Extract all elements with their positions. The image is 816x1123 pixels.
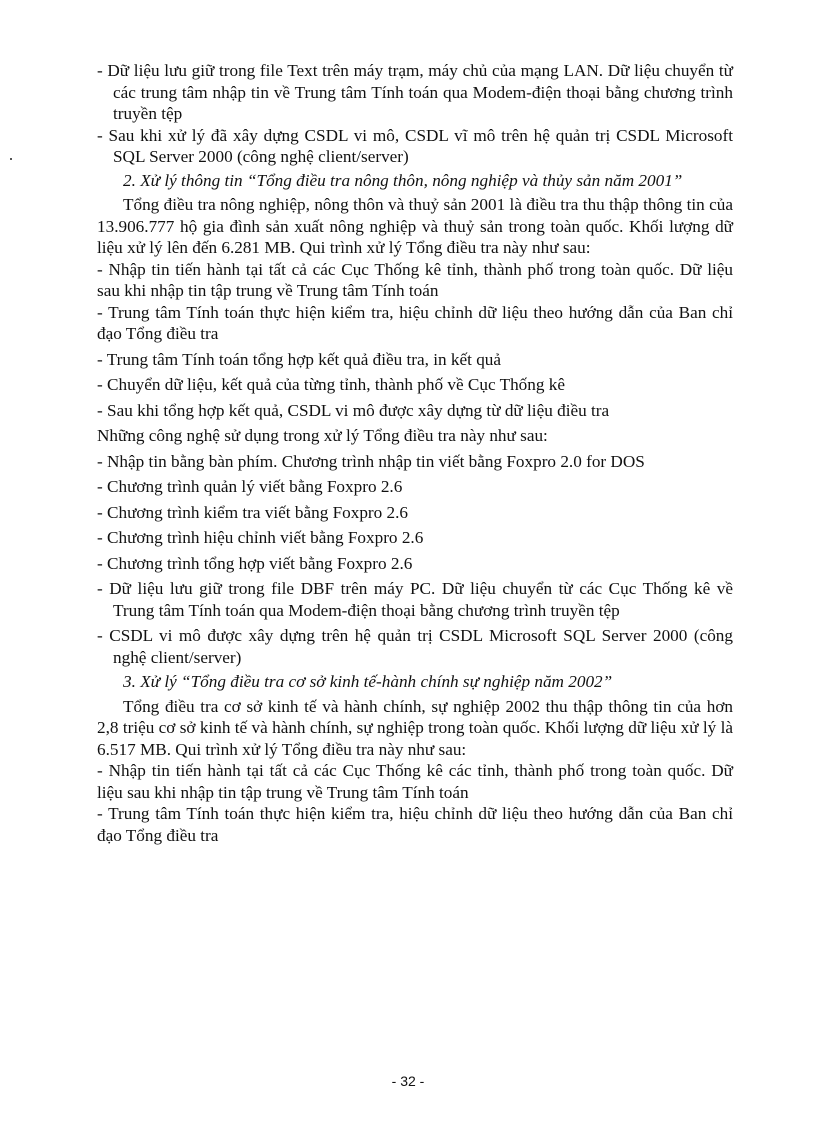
- list-item: - Chương trình hiệu chỉnh viết bằng Foxpro 2.6: [97, 528, 424, 547]
- list-item: - Nhập tin tiến hành tại tất cả các Cục Thống kê tỉnh, thành phố trong toàn quốc. Dữ liệu sau khi nhập tin tập trung về Trung tâm Tính toán: [97, 259, 733, 300]
- page-number: - 32 -: [391, 1073, 425, 1089]
- list-item: - Nhập tin bằng bàn phím. Chương trình nhập tin viết bằng Foxpro 2.0 for DOS: [97, 451, 645, 471]
- list-item: - Chương trình kiểm tra viết bằng Foxpro 2.6: [97, 502, 409, 522]
- list-item: - Chuyển dữ liệu, kết quả của từng tỉnh, thành phố về Cục Thống kê: [97, 375, 565, 394]
- section-heading-2: 2. Xử lý thông tin “Tổng điều tra nông thôn, nông nghiệp và thủy sản năm 2001”: [123, 170, 683, 190]
- bullet-csdl-built: - Sau khi xử lý đã xây dựng CSDL vi mô, CSDL vĩ mô trên hệ quản trị CSDL Microsoft SQL Server 2000 (công nghệ client/server): [97, 125, 733, 166]
- list-item: - Chương trình tổng hợp viết bằng Foxpro 2.6: [97, 553, 413, 573]
- list-item: - Trung tâm Tính toán tổng hợp kết quả điều tra, in kết quả: [97, 349, 502, 369]
- bullet-data-storage-lan: - Dữ liệu lưu giữ trong file Text trên máy trạm, máy chủ của mạng LAN. Dữ liệu chuyển từ các trung tâm nhập tin về Trung tâm Tính toán qua Modem-điện thoại bằng chương trình truyền tệp: [97, 61, 733, 123]
- list-item: - Sau khi tổng hợp kết quả, CSDL vi mô được xây dựng từ dữ liệu điều tra: [97, 400, 610, 420]
- list-item: - Trung tâm Tính toán thực hiện kiểm tra, hiệu chỉnh dữ liệu theo hướng dẫn của Ban chỉ đạo Tổng điều tra: [97, 804, 733, 845]
- list-item: - Chương trình quản lý viết bằng Foxpro 2.6: [97, 477, 403, 496]
- section-heading-3: 3. Xử lý “Tổng điều tra cơ sở kinh tế-hành chính sự nghiệp năm 2002”: [123, 672, 613, 691]
- list-item: - Nhập tin tiến hành tại tất cả các Cục Thống kê các tỉnh, thành phố trong toàn quốc. Dữ liệu sau khi nhập tin tập trung về Trung tâm Tính toán: [97, 761, 733, 802]
- paragraph-census-2001-intro: Tổng điều tra nông nghiệp, nông thôn và thuỷ sản 2001 là điều tra thu thập thông tin của 13.906.777 hộ gia đình sản xuất nông nghiệp và thuỷ sản trong toàn quốc. Khối lượng dữ liệu xử lý lên đến 6.281 MB. Qui trình xử lý Tổng điều tra này như sau:: [97, 195, 733, 257]
- margin-mark: [10, 158, 12, 160]
- list-item: - Trung tâm Tính toán thực hiện kiểm tra, hiệu chỉnh dữ liệu theo hướng dẫn của Ban chỉ đạo Tổng điều tra: [97, 302, 733, 343]
- list-item: - CSDL vi mô được xây dựng trên hệ quản trị CSDL Microsoft SQL Server 2000 (công nghệ client/server): [97, 626, 733, 667]
- technology-intro: Những công nghệ sử dụng trong xử lý Tổng điều tra này như sau:: [97, 426, 548, 445]
- paragraph-census-2002-intro: Tổng điều tra cơ sở kinh tế và hành chính, sự nghiệp 2002 thu thập thông tin của hơn 2,8 triệu cơ sở kinh tế và hành chính, sự nghiệp trong toàn quốc. Khối lượng dữ liệu xử lý là 6.517 MB. Qui trình xử lý Tổng điều tra này như sau:: [97, 696, 733, 759]
- list-item: - Dữ liệu lưu giữ trong file DBF trên máy PC. Dữ liệu chuyển từ các Cục Thống kê về Trung tâm Tính toán qua Modem-điện thoại bằng chương trình truyền tệp: [97, 579, 733, 620]
- document-body: [97, 60, 733, 846]
